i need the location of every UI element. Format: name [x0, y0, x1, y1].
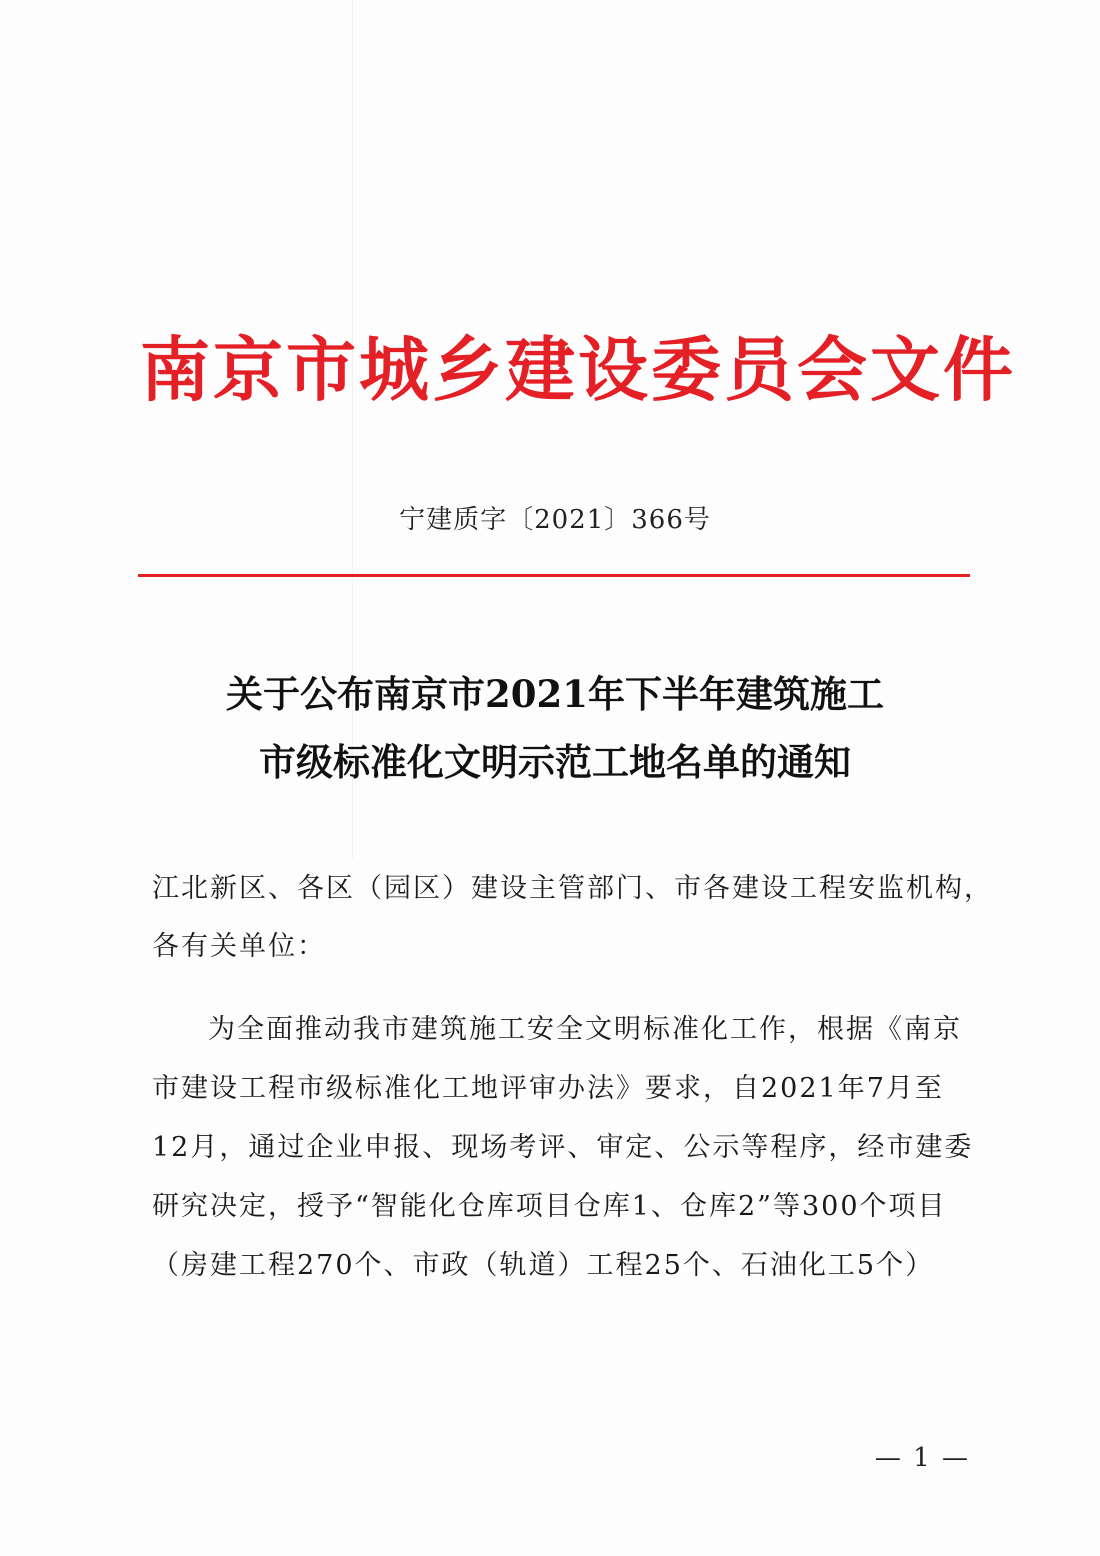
notice-title-line-1: 关于公布南京市2021年下半年建筑施工 — [226, 672, 884, 716]
body-line: 12月，通过企业申报、现场考评、审定、公示等程序，经市建委 — [152, 1132, 974, 1163]
agency-title: 南京市城乡建设委员会文件 — [140, 328, 1016, 411]
recipients-line-1: 江北新区、各区（园区）建设主管部门、市各建设工程安监机构， — [152, 873, 993, 904]
page-number: — 1 — — [874, 1443, 970, 1473]
red-divider-line — [138, 574, 970, 577]
body-line: 市建设工程市级标准化工地评审办法》要求，自2021年7月至 — [152, 1073, 944, 1104]
body-line: 为全面推动我市建筑施工安全文明标准化工作，根据《南京 — [208, 1014, 962, 1045]
body-line: 研究决定，授予“智能化仓库项目仓库1、仓库2”等300个项目 — [152, 1191, 947, 1222]
body-paragraph — [152, 1000, 972, 1295]
notice-title-line-2: 市级标准化文明示范工地名单的通知 — [259, 740, 851, 784]
recipients — [152, 860, 993, 976]
recipients-line-2: 各有关单位： — [152, 931, 326, 962]
body-line: （房建工程270个、市政（轨道）工程25个、石油化工5个） — [152, 1250, 935, 1281]
notice-title — [140, 660, 970, 796]
document-number: 宁建质字〔2021〕366号 — [399, 505, 711, 535]
